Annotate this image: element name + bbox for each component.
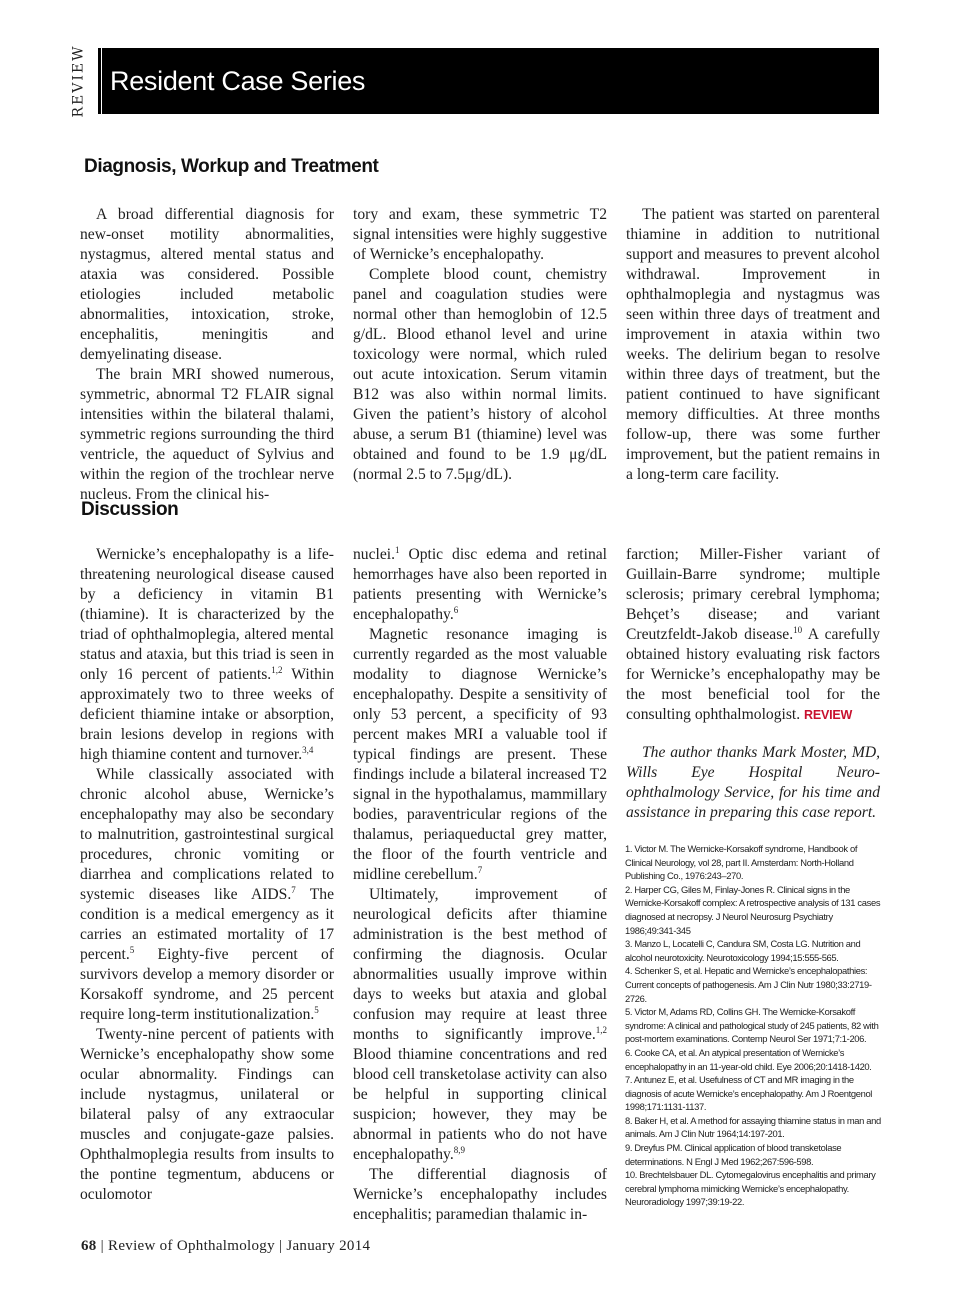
paragraph: [626, 545, 880, 725]
paragraph: The brain MRI showed numerous, symmetric, abnormal T2 FLAIR signal intensities within the bilateral thalami, symmetric regions surrounding the third ventricle, the aqueduct of Sylvius and within the region of the trochlear nerve nucleus. From the clinical his-: [80, 366, 334, 503]
citation: 1,2: [271, 664, 283, 675]
diagnosis-column-2: [353, 205, 607, 485]
paragraph: [80, 765, 334, 1025]
paragraph: The patient was started on parenteral thiamine in addition to nutritional support and measures to prevent alcohol withdrawal. Improvement in ophthalmoplegia and nystagmus was seen within three days of treatment and improvement in ataxia within two weeks. The delirium began to resolve within three days of treatment, but the patient continued to have significant memory difficulties. At three months follow-up, there was some further improvement, but the patient remains in a long-term care facility.: [626, 206, 880, 483]
reference-item: 8. Baker H, et al. A method for assaying thiamine status in man and animals. Am J Clin Nutr 1964;14:197-201.: [625, 1114, 881, 1140]
paragraph: [353, 545, 607, 625]
reference-item: 3. Manzo L, Locatelli C, Candura SM, Costa LG. Nutrition and alcohol neurotoxicity. Neurotoxicology 1994;15:555-565.: [625, 938, 861, 963]
reference-item: 2. Harper CG, Giles M, Finlay-Jones R. Clinical signs in the Wernicke-Korsakoff complex: A retrospective analysis of 131 cases diagnosed at necropsy. J Neurol Neurosurg Psychiatry 1986;49:341-345: [625, 883, 881, 936]
reference-item: 9. Dreyfus PM. Clinical application of blood transketolase determinations. N Engl J Med 1962;267:596-598.: [625, 1142, 842, 1167]
text-run: Eighty-five percent of survivors develop a memory disorder or Korsakoff syndrome, and 25 percent require long-term institutionalization.: [80, 946, 334, 1023]
text-run: Optic disc edema and retinal hemorrhages have also been reported in patients presenting with Wernicke’s encephalopathy.: [353, 546, 607, 623]
citation: 1,2: [595, 1024, 607, 1035]
banner-rule: [98, 48, 101, 114]
citation: 7: [291, 884, 296, 895]
discussion-column-3: [626, 545, 880, 823]
text-run: Ultimately, improvement of neurological deficits after thiamine administration is the best method of confirming the diagnosis. Ocular abnormalities usually improve within days to weeks but ataxia and global confusion may require at least three months to significantly improve.: [353, 886, 607, 1043]
discussion-column-1: [80, 545, 334, 1205]
section-tag: [58, 44, 98, 118]
text-run: While classically associated with chronic alcohol abuse, Wernicke’s encephalopathy may also be secondary to malnutrition, gastrointestinal surgical procedures, chronic vomiting or diarrhea and complications related to systemic diseases like AIDS.: [80, 766, 334, 903]
reference-item: 1. Victor M. The Wernicke-Korsakoff syndrome, Handbook of Clinical Neurology, vol 28, part II. Amsterdam: North-Holland Publishing Co., 1976:243–270.: [625, 843, 858, 882]
text-run: farction; Miller-Fisher variant of Guillain-Barre syndrome; multiple sclerosis; primary cerebral lymphoma; Behçet’s disease; and variant Creutzfeldt-Jakob disease.: [626, 546, 880, 643]
citation: 3,4: [302, 744, 314, 755]
heading-diagnosis: Diagnosis, Workup and Treatment: [84, 156, 379, 177]
citation: 5: [129, 944, 135, 955]
text-run: Within approximately two to three weeks of deficient thiamine intake or absorption, brain lesions develop in regions with high thiamine content and turnover.: [80, 666, 334, 763]
paragraph: tory and exam, these symmetric T2 signal intensities were highly suggestive of Wernicke’s encephalopathy.: [353, 206, 607, 263]
page-footer: [81, 1238, 370, 1255]
reference-item: 6. Cooke CA, et al. An atypical presentation of Wernicke’s encephalopathy in an 11-year-old child. Eye 2006;20:1418-1420.: [625, 1046, 872, 1072]
paragraph: The differential diagnosis of Wernicke’s encephalopathy includes encephalitis; paramedian thalamic in-: [353, 1166, 607, 1223]
text-run: Magnetic resonance imaging is currently regarded as the most valuable modality to diagnose Wernicke’s encephalopathy. Despite a sensitivity of only 53 percent, a specificity of 93 percent makes MRI a valuable tool if typical findings are present. These findings include a bilateral increased T2 signal in the hypothalamus, mammillary bodies, paraventricular regions of the thalamus, periaqueductal grey matter, the floor of the fourth ventricle and midline cerebellum.: [353, 626, 607, 883]
text-run: The condition is a medical emergency as it carries an estimated mortality of 17 percent.: [80, 886, 334, 963]
page-number: 68: [81, 1238, 97, 1254]
paragraph: [353, 885, 607, 1165]
citation: 8,9: [453, 1144, 465, 1155]
journal-name: Review of Ophthalmology: [108, 1238, 275, 1254]
text-run: A carefully obtained history evaluating risk factors for Wernicke’s encephalopathy may be the most beneficial tool for the consulting ophthalmologist.: [626, 626, 880, 723]
citation: 10: [793, 624, 803, 635]
heading-discussion: Discussion: [81, 499, 179, 520]
page-banner: [102, 48, 879, 114]
diagnosis-column-1: [80, 205, 334, 505]
reference-item: 10. Brechtelsbauer DL. Cytomegalovirus encephalitis and primary cerebral lymphoma mimicking Wernicke’s encephalopathy. Neuroradiology 1997;39:19-22.: [625, 1169, 876, 1208]
issue-date: January 2014: [286, 1238, 371, 1254]
discussion-column-2: [353, 545, 607, 1225]
citation: 1: [395, 544, 400, 555]
acknowledgment: The author thanks Mark Moster, MD, Wills Eye Hospital Neuro-ophthalmology Service, for his time and assistance in preparing this case report.: [626, 744, 880, 821]
footer-separator: |: [274, 1238, 287, 1254]
citation: 5: [314, 1004, 319, 1015]
review-end-mark: REVIEW: [804, 708, 853, 722]
citation: 6: [453, 604, 459, 615]
text-run: Wernicke’s encephalopathy is a life-threatening neurological disease caused by a deficiency in vitamin B1 (thiamine). It is characterized by the triad of ophthalmoplegia, altered mental status and ataxia, but this triad is seen in only 16 percent of patients.: [80, 546, 334, 683]
paragraph: Twenty-nine percent of patients with Wernicke’s encephalopathy show some ocular abnormality. Findings can include nystagmus, unilateral or bilateral palsy of any extraocular muscles and conjugate-gaze palsies. Ophthalmoplegia results from insults to the pontine tegmentum, abducens or oculomotor: [80, 1026, 334, 1203]
citation: 7: [477, 864, 483, 875]
footer-separator: |: [96, 1238, 109, 1254]
paragraph: Complete blood count, chemistry panel and coagulation studies were normal other than hemoglobin of 12.5 g/dL. Blood ethanol level and urine toxicology were normal, which ruled out acute intoxication. Serum vitamin B12 was also within normal limits. Given the patient’s history of alcohol abuse, a serum B1 (thiamine) level was obtained and found to be 1.9 μg/dL (normal 2.5 to 7.5μg/dL).: [353, 266, 607, 483]
paragraph: A broad differential diagnosis for new-onset motility abnormalities, nystagmus, altered mental status and ataxia was considered. Possible etiologies included metabolic abnormalities, intoxication, stroke, encephalitis, meningitis and demyelinating disease.: [80, 206, 334, 363]
text-run: Blood thiamine concentrations and red blood cell transketolase activity can also be helpful in supporting clinical suspicion; however, they may be abnormal in patients who do not have encephalopathy.: [353, 1046, 607, 1163]
reference-item: 5. Victor M, Adams RD, Collins GH. The Wernicke-Korsakoff syndrome: A clinical and pathological study of 245 patients, 82 with post-mortem examinations. Contemp Neurol Ser 1971;7:1-206.: [625, 1006, 879, 1045]
reference-item: 4. Schenker S, et al. Hepatic and Wernicke’s encephalopathies: Current concepts of pathogenesis. Am J Clin Nutr 1980;33:2719-2726.: [625, 965, 872, 1004]
banner-title: Resident Case Series: [110, 65, 366, 96]
paragraph: [80, 545, 334, 765]
reference-item: 7. Antunez E, et al. Usefulness of CT and MR imaging in the diagnosis of acute Wernicke’s encephalopathy. Am J Roentgenol 1998;171:1131-1137.: [625, 1074, 873, 1113]
section-tag-text: REVIEW: [70, 44, 87, 118]
references-list: [625, 842, 881, 1209]
diagnosis-column-3: [626, 205, 880, 485]
paragraph: [353, 625, 607, 885]
text-run: nuclei.: [353, 546, 395, 563]
